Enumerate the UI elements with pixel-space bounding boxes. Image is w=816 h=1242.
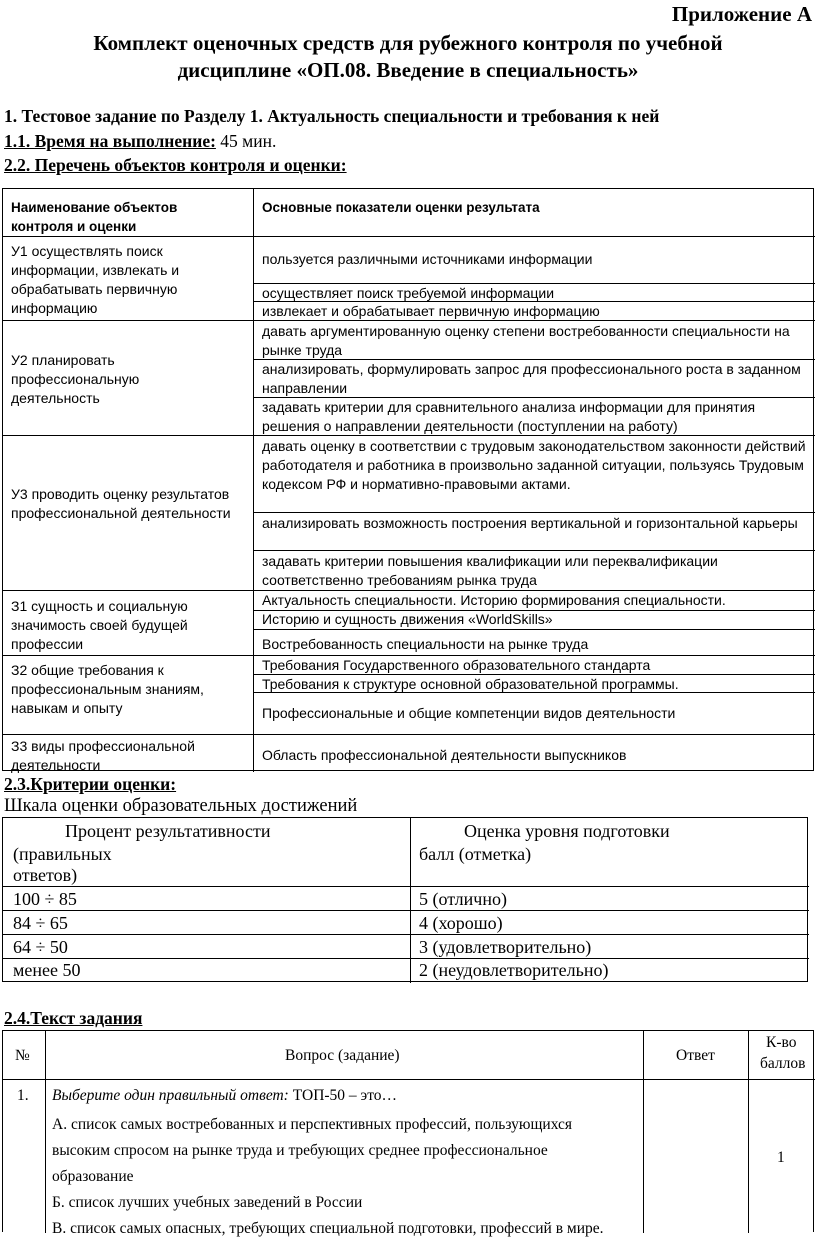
indicator-z1-1: Актуальность специальности. Историю формирования специальности.	[262, 592, 726, 608]
option-b: Б. список лучших учебных заведений в России	[52, 1194, 363, 1211]
time-label: 1.1. Время на выполнение:	[4, 131, 216, 151]
indicator-u1-1: пользуется различными источниками информации	[262, 251, 593, 267]
indicator-z2-3: Профессиональные и общие компетенции видов деятельности	[262, 705, 676, 721]
indicator-z1-2: Историю и сущность движения «WorldSkills»	[262, 611, 553, 627]
task-heading: 2.4.Текст задания	[4, 1008, 143, 1028]
task-table	[2, 1030, 814, 1237]
document-title	[0, 30, 816, 84]
objects-table	[2, 188, 814, 771]
task-header-points-1: К-во	[766, 1034, 797, 1051]
question-prompt	[52, 1083, 638, 1109]
object-z1: З1 сущность и социальную значимость своей будущей профессии	[11, 598, 188, 652]
criteria-heading: 2.3.Критерии оценки:	[4, 774, 177, 794]
indicator-z2-2: Требования к структуре основной образовательной программы.	[262, 676, 679, 692]
option-a-line-1: А. список самых востребованных и перспективных профессий, пользующихся	[52, 1116, 573, 1133]
option-a-line-3: образование	[52, 1168, 134, 1185]
task-row-points: 1	[777, 1149, 785, 1166]
task-header-question: Вопрос (задание)	[285, 1047, 400, 1064]
scale-title: Шкала оценки образовательных достижений	[4, 796, 358, 816]
title-line-2: дисциплине «ОП.08. Введение в специальность»	[177, 58, 639, 82]
title-line-1: Комплект оценочных средств для рубежного контроля по учебной	[93, 31, 723, 55]
objects-header-indicators: Основные показатели оценки результата	[262, 200, 540, 215]
grading-scale-table	[2, 817, 808, 982]
indicator-u2-3: задавать критерии для сравнительного анализа информации для принятия решения о направлении деятельности (поступлении на работу)	[262, 399, 756, 434]
scale-grade-3: 3 (удовлетворительно)	[419, 937, 592, 957]
task-header-num: №	[15, 1047, 30, 1064]
scale-header-percent-1: Процент результативности	[65, 821, 271, 841]
scale-header-grade-1: Оценка уровня подготовки	[464, 821, 670, 841]
question-prompt-text: ТОП-50 – это…	[288, 1087, 398, 1104]
scale-range-2: 84 ÷ 65	[13, 913, 68, 933]
scale-range-1: 100 ÷ 85	[13, 889, 77, 909]
indicator-z3-1: Область профессиональной деятельности выпускников	[262, 747, 627, 763]
indicator-u1-2: осуществляет поиск требуемой информации	[262, 285, 555, 301]
indicator-u3-1: давать оценку в соответствии с трудовым законодательством законности действий работодателя и работника в произвольно заданной ситуации, пользуясь Трудовым кодексом РФ и нормативно-правовыми актами.	[262, 438, 806, 492]
indicator-u3-2: анализировать возможность построения вертикальной и горизонтальной карьеры	[262, 515, 798, 531]
scale-grade-4: 2 (неудовлетворительно)	[419, 960, 609, 980]
option-a-line-2: высоким спросом на рынке труда и требующих среднее профессиональное	[52, 1142, 548, 1159]
object-z2: З2 общие требования к профессиональным знаниям, навыкам и опыту	[11, 662, 204, 716]
scale-range-4: менее 50	[13, 960, 81, 980]
time-line	[4, 131, 276, 152]
scale-header-percent-2: (правильных	[13, 844, 112, 864]
appendix-label: Приложение А	[671, 2, 812, 26]
scale-header-percent-3: ответов)	[13, 865, 78, 885]
indicator-z2-1: Требования Государственного образовательного стандарта	[262, 657, 651, 673]
object-u2: У2 планировать профессиональную деятельность	[11, 352, 140, 406]
object-z3: З3 виды профессиональной деятельности	[11, 738, 195, 773]
indicator-u3-3: задавать критерии повышения квалификации или переквалификации соответственно требованиям рынка труда	[262, 553, 718, 588]
task-row-num: 1.	[17, 1087, 29, 1104]
task-header-answer: Ответ	[676, 1047, 715, 1064]
indicator-u2-1: давать аргументированную оценку степени востребованности специальности на рынке труда	[262, 323, 790, 358]
indicator-u2-2: анализировать, формулировать запрос для профессионального роста в заданном направлении	[262, 361, 801, 396]
task-header-points-2: баллов	[760, 1055, 806, 1072]
objects-header-name: Наименование объектов контроля и оценки	[11, 200, 178, 234]
scale-range-3: 64 ÷ 50	[13, 937, 68, 957]
scale-grade-2: 4 (хорошо)	[419, 913, 503, 933]
section-1-heading: 1. Тестовое задание по Разделу 1. Актуальность специальности и требования к ней	[4, 106, 660, 126]
task-row-question	[52, 1083, 638, 1242]
scale-grade-1: 5 (отлично)	[419, 889, 507, 909]
scale-header-grade-2: балл (отметка)	[419, 844, 532, 864]
indicator-z1-3: Востребованность специальности на рынке труда	[262, 636, 589, 652]
indicator-u1-3: извлекает и обрабатывает первичную информацию	[262, 303, 600, 319]
objects-heading: 2.2. Перечень объектов контроля и оценки:	[4, 155, 347, 175]
object-u3: У3 проводить оценку результатов профессиональной деятельности	[11, 486, 231, 521]
option-c: В. список самых опасных, требующих специальной подготовки, профессий в мире.	[52, 1220, 604, 1237]
question-prompt-instruction: Выберите один правильный ответ:	[52, 1087, 289, 1104]
time-value: 45 мин.	[215, 131, 277, 151]
object-u1: У1 осуществлять поиск информации, извлекать и обрабатывать первичную информацию	[11, 243, 180, 316]
